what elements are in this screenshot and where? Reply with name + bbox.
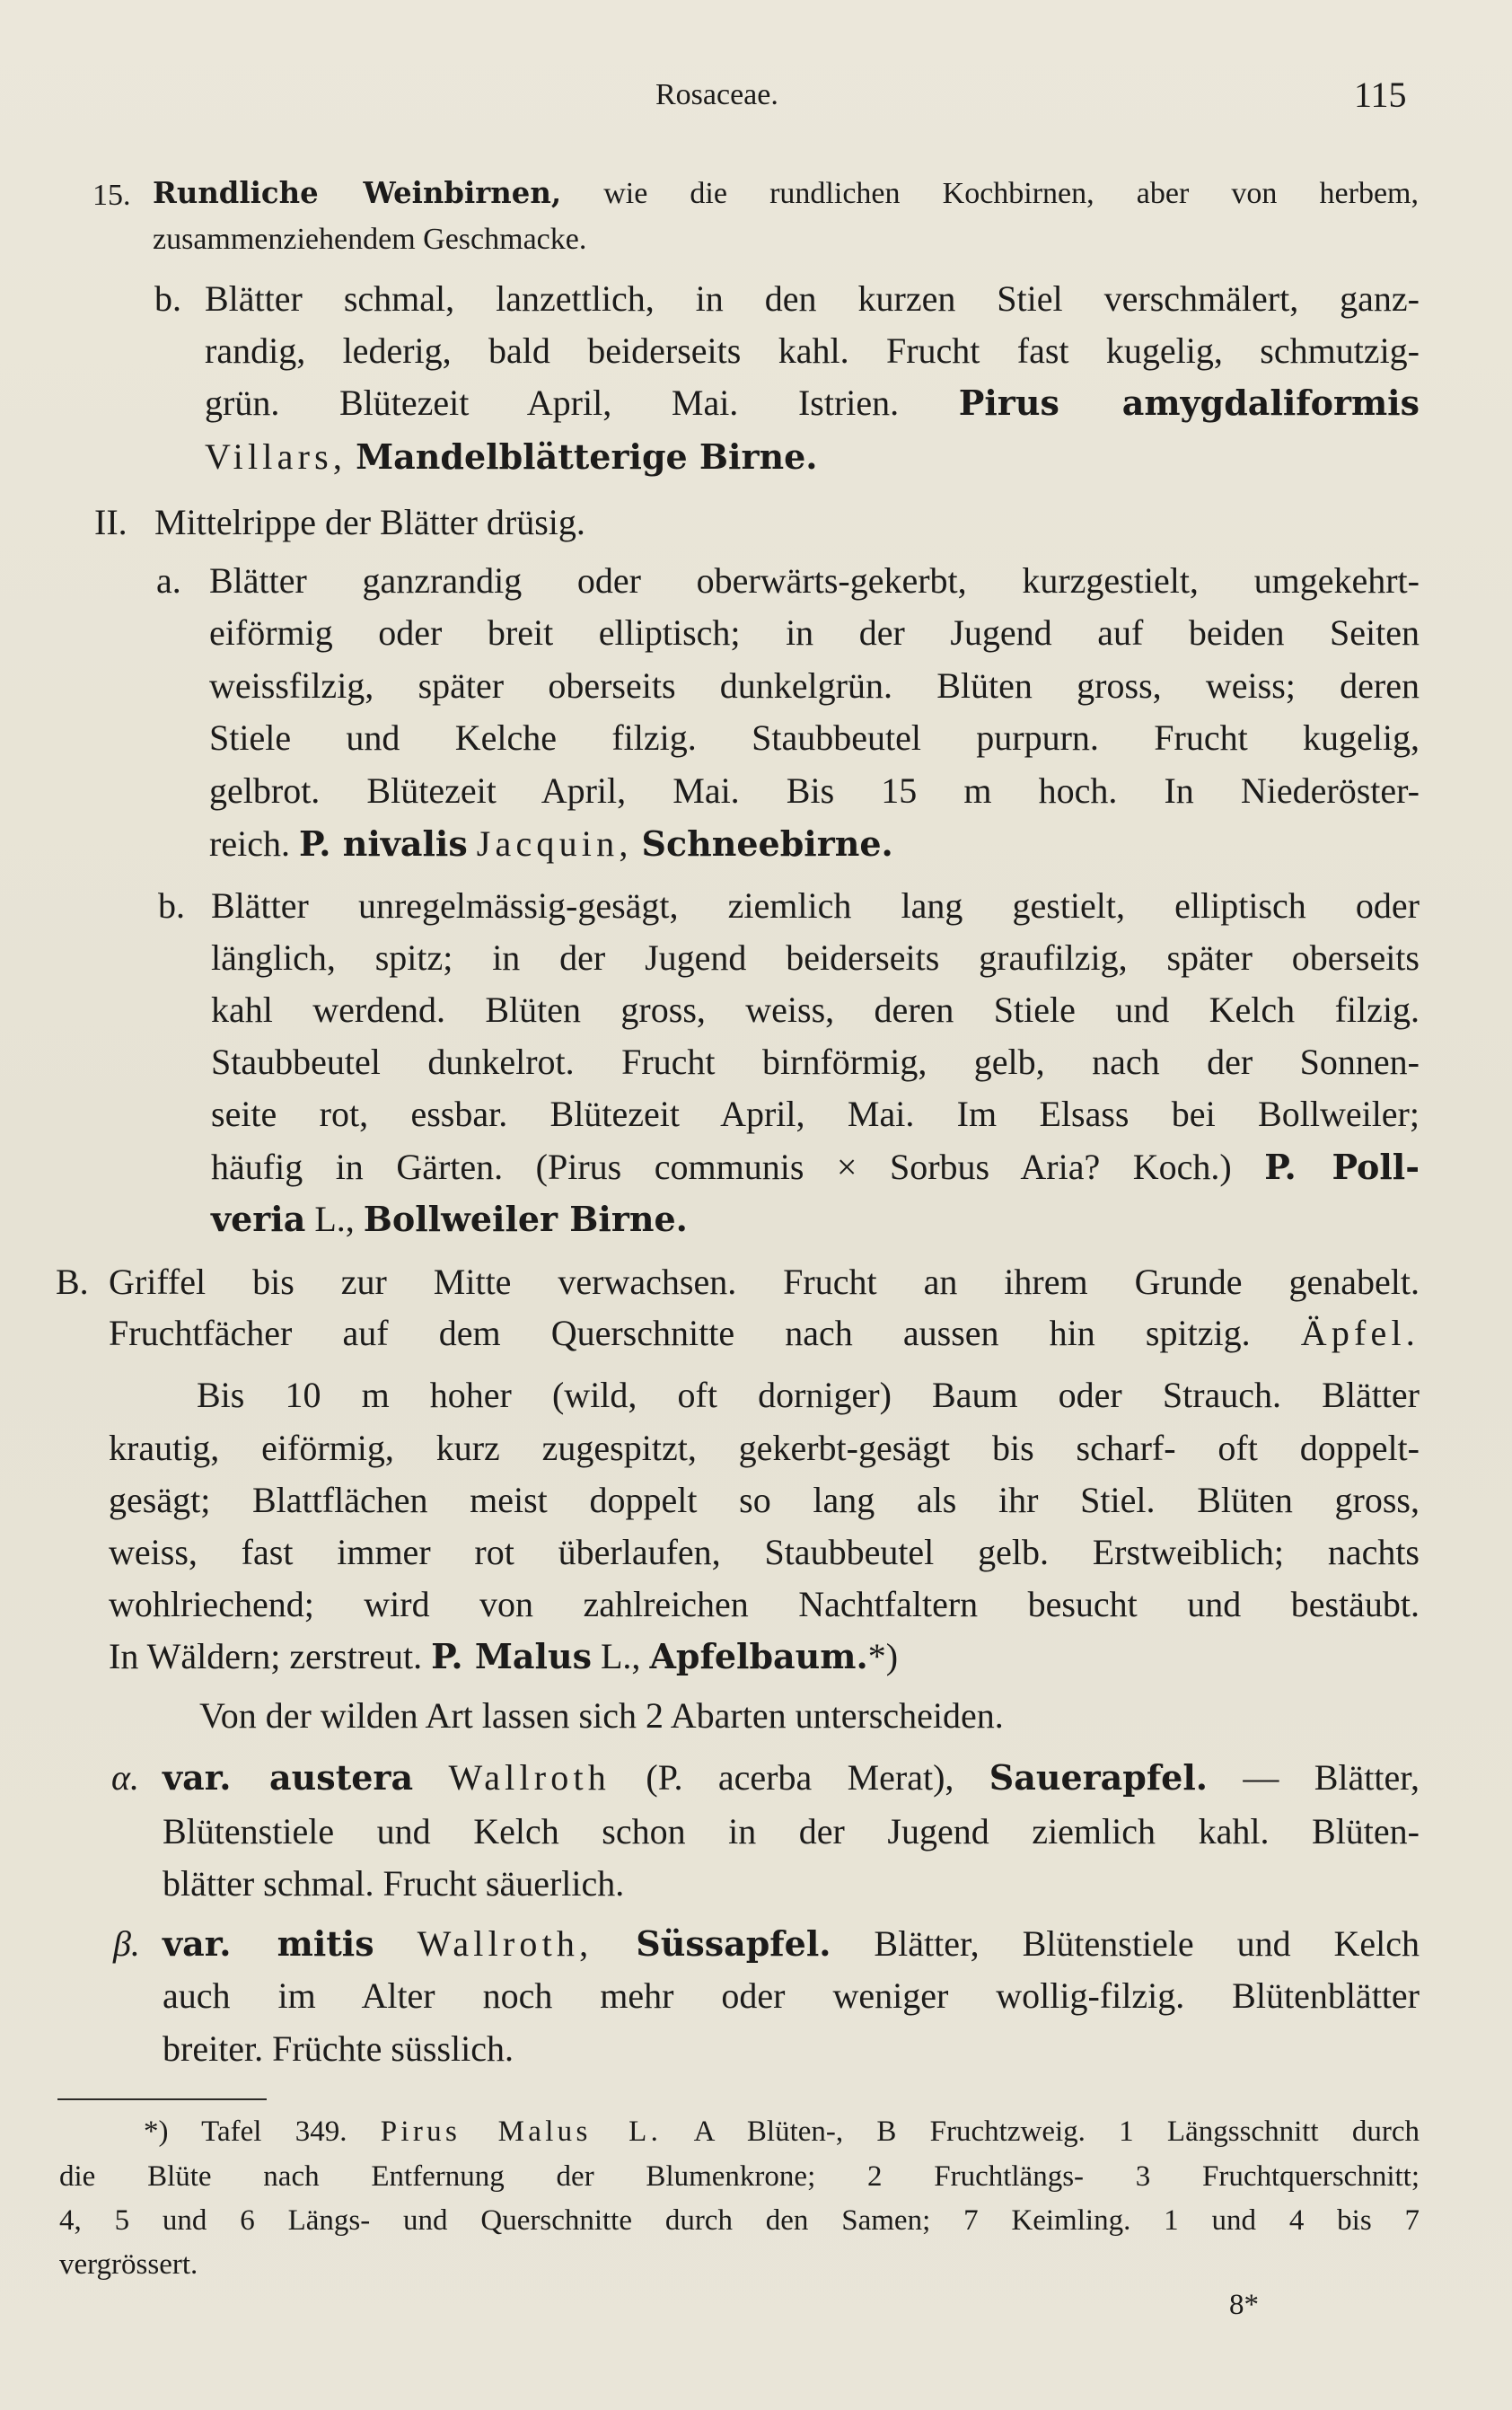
entry-line: seite rot, essbar. Blütezeit April, Mai. Im Elsass bei Bollweiler;	[211, 1094, 1420, 1134]
entry-line: Blätter unregelmässig-gesägt, ziemlich lang gestielt, elliptisch oder	[211, 885, 1420, 926]
species-name: Pirus amygdaliformis	[958, 383, 1420, 423]
variety-label: α.	[111, 1757, 139, 1798]
entry-line	[209, 822, 893, 866]
body-line: Bis 10 m hoher (wild, oft dorniger) Baum oder Strauch. Blätter	[197, 1375, 1420, 1415]
running-title: Rosaceae.	[655, 78, 778, 111]
common-name: Mandelblätterige Birne.	[356, 436, 818, 477]
author-name: Wallroth	[448, 1757, 611, 1798]
entry-line	[205, 382, 1420, 425]
item-label: b.	[154, 278, 181, 319]
entry-line	[109, 1312, 1420, 1355]
entry-line	[163, 1756, 1420, 1799]
text-span: *) Tafel 349.	[144, 2115, 347, 2148]
entry-line: Blütenstiele und Kelch schon in der Jugend ziemlich kahl. Blüten-	[163, 1811, 1420, 1851]
common-name: Bollweiler Birne.	[363, 1199, 688, 1239]
entry-line: eiförmig oder breit elliptisch; in der Jugend auf beiden Seiten	[209, 612, 1420, 653]
body-line: weiss, fast immer rot überlaufen, Staubbeutel gelb. Erstweiblich; nachts	[109, 1532, 1420, 1572]
section-label: II.	[94, 502, 127, 542]
entry-line	[205, 435, 818, 479]
entry-line: Stiele und Kelche filzig. Staubbeutel purpurn. Frucht kugelig,	[209, 717, 1420, 758]
common-name: Süssapfel.	[636, 1923, 831, 1964]
author-name: Villars,	[205, 436, 347, 477]
footnote-line: 4, 5 und 6 Längs- und Querschnitte durch den Samen; 7 Keimling. 1 und 4 bis 7	[59, 2204, 1420, 2237]
text-span: häufig in Gärten. (Pirus communis × Sorbus Aria? Koch.)	[211, 1147, 1232, 1187]
text-span: In Wäldern; zerstreut.	[109, 1636, 423, 1676]
variety-name: var. mitis	[163, 1923, 374, 1964]
entry-line: zusammenziehendem Geschmacke.	[153, 223, 587, 256]
group-name: Äpfel.	[1300, 1313, 1420, 1353]
common-name: Sauerapfel.	[989, 1757, 1209, 1798]
common-name: Apfelbaum.	[649, 1636, 868, 1676]
text-span: — Blätter,	[1243, 1757, 1420, 1798]
body-line: Von der wilden Art lassen sich 2 Abarten unterscheiden.	[199, 1695, 1004, 1736]
common-name: Schneebirne.	[641, 823, 893, 864]
text-span: Fruchtfächer auf dem Querschnitte nach aussen hin spitzig.	[109, 1313, 1251, 1353]
species-name: P. nivalis	[298, 823, 468, 864]
entry-line: breiter. Früchte süsslich.	[163, 2028, 514, 2069]
item-label: b.	[158, 885, 185, 926]
entry-line: kahl werdend. Blüten gross, weiss, deren Stiele und Kelch filzig.	[211, 990, 1420, 1030]
entry-line: Mittelrippe der Blätter drüsig.	[154, 502, 585, 542]
entry-line: blätter schmal. Frucht säuerlich.	[163, 1863, 625, 1904]
text-span: L.,	[592, 1636, 641, 1676]
entry-line: länglich, spitz; in der Jugend beiderseits graufilzig, später oberseits	[211, 937, 1420, 978]
entry-line: Griffel bis zur Mitte verwachsen. Frucht an ihrem Grunde genabelt.	[109, 1262, 1420, 1302]
text-span: A Blüten-, B Fruchtzweig. 1 Längsschnitt durch	[693, 2115, 1420, 2148]
item-title: Rundliche Weinbirnen,	[153, 176, 562, 210]
species-name: P. Malus	[431, 1636, 592, 1676]
page-number: 115	[1354, 75, 1407, 115]
body-line	[109, 1635, 898, 1678]
footnote-line: die Blüte nach Entfernung der Blumenkrone; 2 Fruchtlängs- 3 Fruchtquerschnitt;	[59, 2160, 1420, 2193]
variety-label: β.	[113, 1923, 140, 1964]
entry-line: Blätter ganzrandig oder oberwärts-gekerbt, kurzgestielt, umgekehrt-	[209, 560, 1420, 601]
text-span: L.,	[305, 1199, 355, 1239]
footnote-ref: *)	[867, 1636, 899, 1676]
signature-mark: 8*	[1229, 2289, 1259, 2321]
text-span: wie die rundlichen Kochbirnen, aber von herbem,	[561, 177, 1420, 210]
footnote-rule	[57, 2098, 267, 2100]
entry-line	[211, 1146, 1420, 1189]
entry-line: gelbrot. Blütezeit April, Mai. Bis 15 m hoch. In Niederöster-	[209, 770, 1420, 811]
text-span: (P. acerba Merat),	[646, 1757, 954, 1798]
author-name: Jacquin,	[476, 823, 633, 864]
body-line: wohlriechend; wird von zahlreichen Nachtfaltern besucht und bestäubt.	[109, 1584, 1420, 1624]
item-label: a.	[156, 560, 181, 601]
entry-line	[211, 1198, 688, 1241]
text-span: Blätter, Blütenstiele und Kelch	[874, 1923, 1420, 1964]
author-name: Wallroth,	[417, 1923, 593, 1964]
entry-line: Staubbeutel dunkelrot. Frucht birnförmig, gelb, nach der Sonnen-	[211, 1042, 1420, 1082]
entry-line: weissfilzig, später oberseits dunkelgrün. Blüten gross, weiss; deren	[209, 665, 1420, 706]
species-name: veria	[211, 1199, 306, 1239]
species-name: P. Poll-	[1264, 1147, 1420, 1187]
section-label: B.	[56, 1262, 89, 1302]
text-span: reich.	[209, 823, 290, 864]
text-span: grün. Blütezeit April, Mai. Istrien.	[205, 383, 900, 423]
footnote-line: vergrössert.	[59, 2248, 198, 2281]
entry-line	[163, 1922, 1420, 1966]
footnote-line	[144, 2115, 1420, 2151]
body-line: krautig, eiförmig, kurz zugespitzt, gekerbt-gesägt bis scharf- oft doppelt-	[109, 1428, 1420, 1468]
entry-line	[153, 176, 1419, 213]
entry-line: Blätter schmal, lanzettlich, in den kurzen Stiel verschmälert, ganz-	[205, 278, 1420, 319]
species-name: Pirus Malus L.	[380, 2115, 663, 2148]
entry-line: auch im Alter noch mehr oder weniger wollig-filzig. Blütenblätter	[163, 1975, 1420, 2016]
entry-line: randig, lederig, bald beiderseits kahl. Frucht fast kugelig, schmutzig-	[205, 330, 1420, 371]
item-number: 15.	[92, 179, 131, 212]
variety-name: var. austera	[163, 1757, 414, 1798]
body-line: gesägt; Blattflächen meist doppelt so lang als ihr Stiel. Blüten gross,	[109, 1480, 1420, 1520]
